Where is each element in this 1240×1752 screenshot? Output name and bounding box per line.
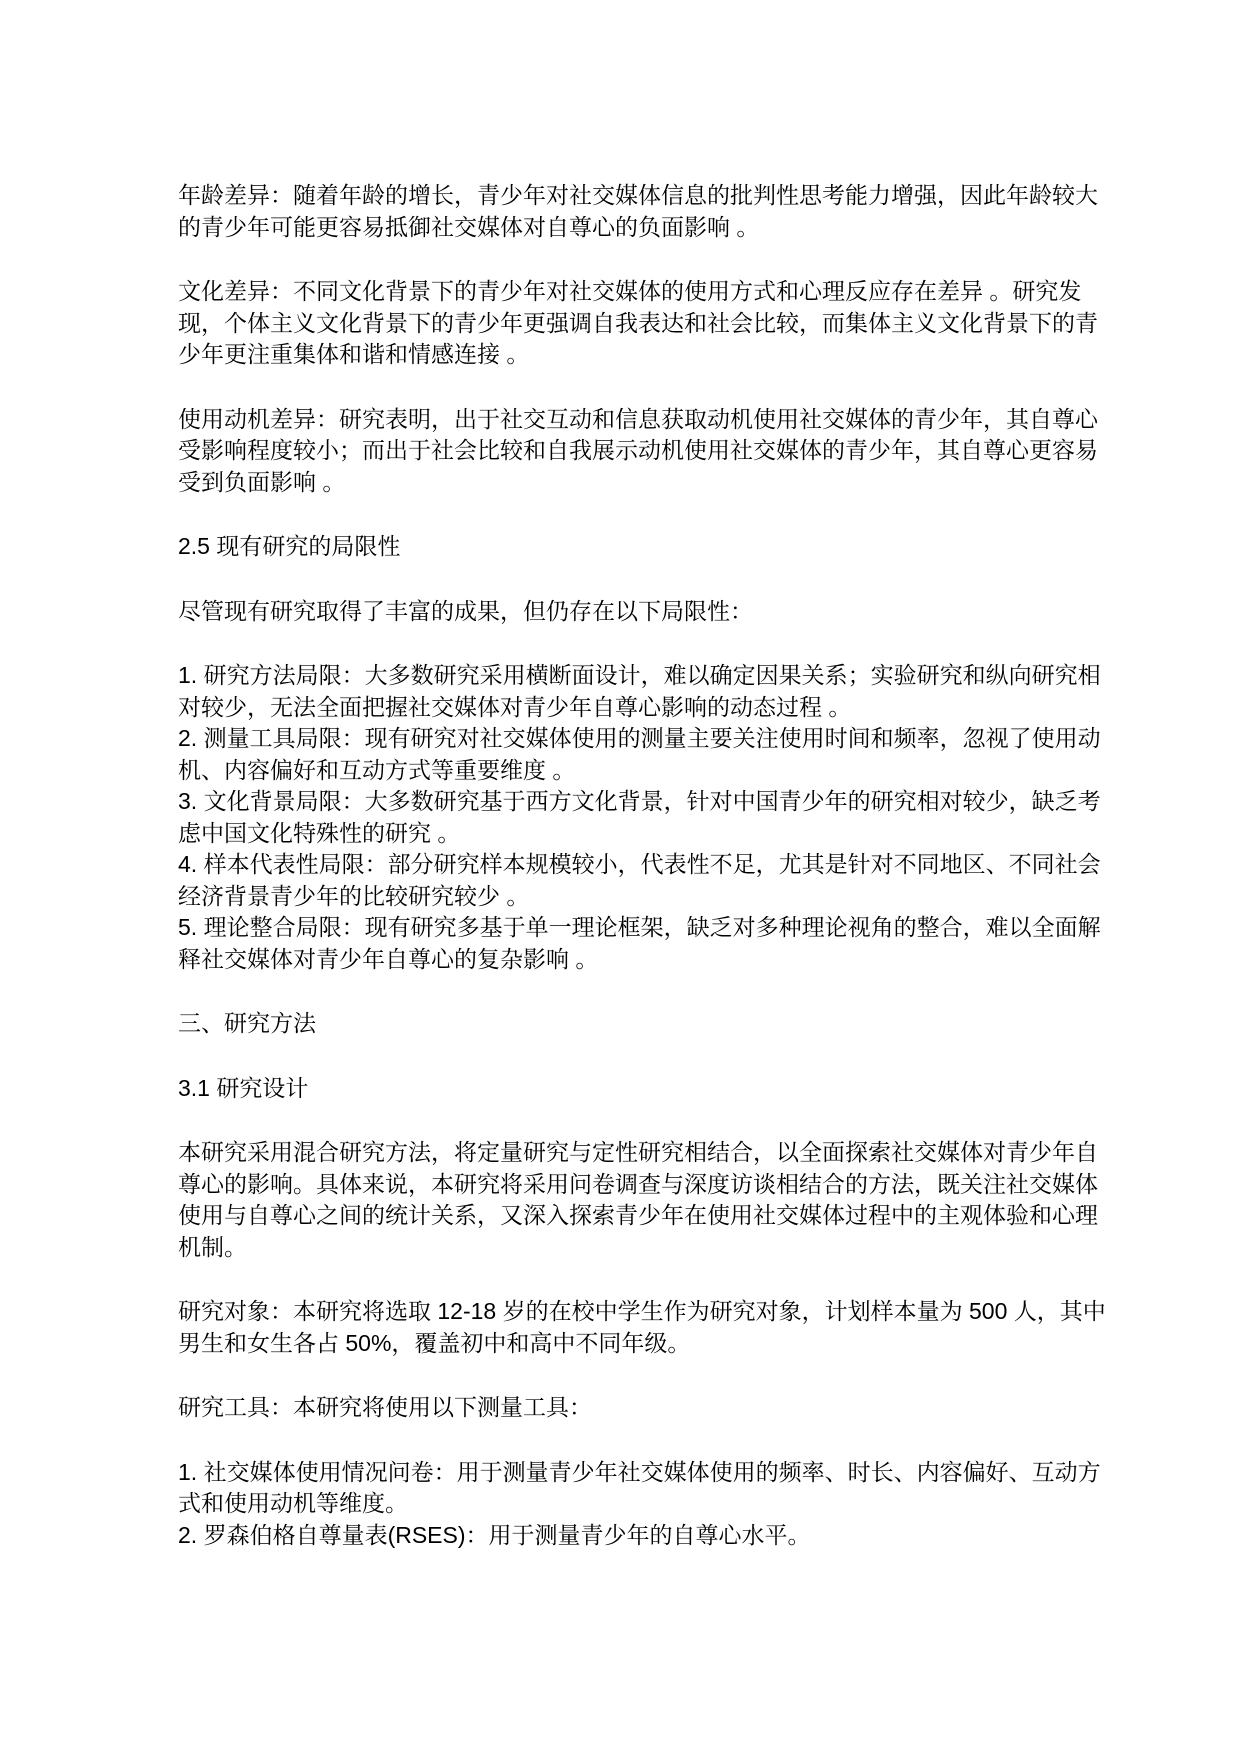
- document-body: [178, 180, 1112, 1584]
- paragraph-age-difference: 年龄差异：随着年龄的增长，青少年对社交媒体信息的批判性思考能力增强，因此年龄较大的青少年可能更容易抵御社交媒体对自尊心的负面影响 。: [178, 182, 1098, 240]
- tools-list: [178, 1457, 1112, 1552]
- list-item-tool-1: 1. 社交媒体使用情况问卷：用于测量青少年社交媒体使用的频率、时长、内容偏好、互动方式和使用动机等维度。: [178, 1458, 1101, 1516]
- paragraph-motive-difference: 使用动机差异：研究表明，出于社交互动和信息获取动机使用社交媒体的青少年，其自尊心受影响程度较小；而出于社会比较和自我展示动机使用社交媒体的青少年，其自尊心更容易受到负面影响 。: [178, 405, 1098, 495]
- list-item-limitation-4: 4. 样本代表性局限：部分研究样本规模较小，代表性不足，尤其是针对不同地区、不同社会经济背景青少年的比较研究较少 。: [178, 851, 1101, 909]
- list-item-tool-2: 2. 罗森伯格自尊量表(RSES)：用于测量青少年的自尊心水平。: [178, 1521, 811, 1548]
- paragraph-culture-difference: 文化差异：不同文化背景下的青少年对社交媒体的使用方式和心理反应存在差异 。研究发现，个体主义文化背景下的青少年更强调自我表达和社会比较，而集体主义文化背景下的青少年更注重集体和谐和情感连接 。: [178, 278, 1098, 367]
- list-item-limitation-2: 2. 测量工具局限：现有研究对社交媒体使用的测量主要关注使用时间和频率，忽视了使用动机、内容偏好和互动方式等重要维度 。: [178, 725, 1101, 783]
- paragraph-research-tools-intro: 研究工具：本研究将使用以下测量工具：: [178, 1394, 592, 1420]
- list-item-limitation-1: 1. 研究方法局限：大多数研究采用横断面设计，难以确定因果关系；实验研究和纵向研究相对较少，无法全面把握社交媒体对青少年自尊心影响的动态过程 。: [178, 662, 1101, 720]
- list-item-limitation-3: 3. 文化背景局限：大多数研究基于西方文化背景，针对中国青少年的研究相对较少，缺乏考虑中国文化特殊性的研究 。: [178, 788, 1101, 846]
- heading-section-2-5: 2.5 现有研究的局限性: [178, 533, 401, 559]
- paragraph-research-design: 本研究采用混合研究方法，将定量研究与定性研究相结合，以全面探索社交媒体对青少年自尊心的影响。具体来说，本研究将采用问卷调查与深度访谈相结合的方法，既关注社交媒体使用与自尊心之间的统计关系，又深入探索青少年在使用社交媒体过程中的主观体验和心理机制。: [178, 1139, 1098, 1260]
- paragraph-limitations-intro: 尽管现有研究取得了丰富的成果，但仍存在以下局限性：: [178, 597, 753, 624]
- paragraph-research-subjects: 研究对象：本研究将选取 12-18 岁的在校中学生作为研究对象，计划样本量为 500 人，其中男生和女生各占 50%，覆盖初中和高中不同年级。: [178, 1298, 1106, 1356]
- list-item-limitation-5: 5. 理论整合局限：现有研究多基于单一理论框架，缺乏对多种理论视角的整合，难以全面解释社交媒体对青少年自尊心的复杂影响 。: [178, 914, 1101, 972]
- heading-section-3-1: 3.1 研究设计: [178, 1074, 309, 1101]
- limitations-list: [178, 660, 1112, 975]
- heading-section-3: 三、研究方法: [178, 1010, 316, 1036]
